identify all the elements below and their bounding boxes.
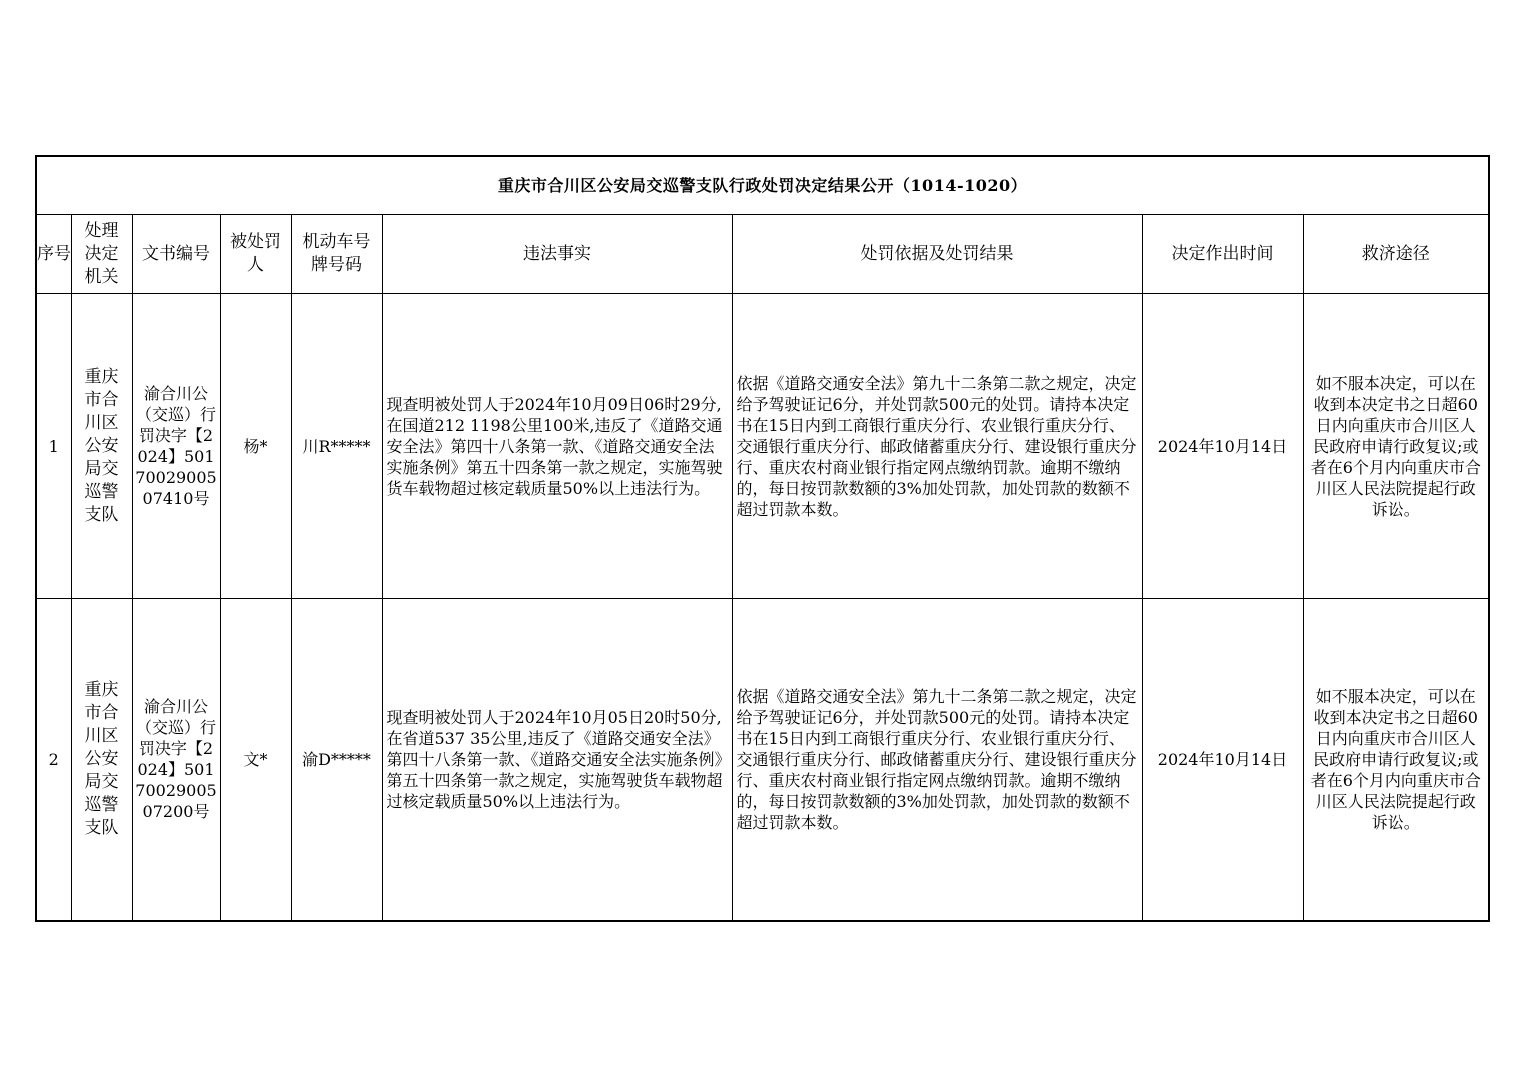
cell-person: 杨* — [220, 294, 291, 599]
penalty-disclosure-table — [35, 155, 1490, 922]
header-basis: 处罚依据及处罚结果 — [732, 215, 1142, 294]
cell-date: 2024年10月14日 — [1142, 599, 1303, 921]
cell-date: 2024年10月14日 — [1142, 294, 1303, 599]
cell-authority: 重庆市合川区公安局交巡警支队 — [71, 294, 132, 599]
cell-plate: 川R***** — [291, 294, 382, 599]
header-plate: 机动车号牌号码 — [291, 215, 382, 294]
cell-fact: 现查明被处罚人于2024年10月05日20时50分,在省道537 35公里,违反了《道路交通安全法》第四十八条第一款、《道路交通安全法实施条例》第五十四条第一款之规定，实施驾驶货车载物超过核定载质量50%以上违法行为。 — [382, 599, 732, 921]
cell-basis: 依据《道路交通安全法》第九十二条第二款之规定，决定给予驾驶证记6分，并处罚款500元的处罚。请持本决定书在15日内到工商银行重庆分行、农业银行重庆分行、交通银行重庆分行、邮政储蓄重庆分行、建设银行重庆分行、重庆农村商业银行指定网点缴纳罚款。逾期不缴纳的，每日按罚款数额的3%加处罚款，加处罚款的数额不超过罚款本数。 — [732, 599, 1142, 921]
cell-doc-no: 渝合川公（交巡）行罚决字【2024】5017002900507200号 — [132, 599, 220, 921]
cell-basis: 依据《道路交通安全法》第九十二条第二款之规定，决定给予驾驶证记6分，并处罚款500元的处罚。请持本决定书在15日内到工商银行重庆分行、农业银行重庆分行、交通银行重庆分行、邮政储蓄重庆分行、建设银行重庆分行、重庆农村商业银行指定网点缴纳罚款。逾期不缴纳的，每日按罚款数额的3%加处罚款，加处罚款的数额不超过罚款本数。 — [732, 294, 1142, 599]
page-title: 重庆市合川区公安局交巡警支队行政处罚决定结果公开（1014-1020） — [36, 156, 1489, 215]
header-row — [36, 215, 1489, 294]
header-fact: 违法事实 — [382, 215, 732, 294]
cell-fact: 现查明被处罚人于2024年10月09日06时29分,在国道212 1198公里100米,违反了《道路交通安全法》第四十八条第一款、《道路交通安全法实施条例》第五十四条第一款之规定，实施驾驶货车载物超过核定载质量50%以上违法行为。 — [382, 294, 732, 599]
cell-doc-no: 渝合川公（交巡）行罚决字【2024】5017002900507410号 — [132, 294, 220, 599]
cell-seq: 1 — [36, 294, 71, 599]
cell-plate: 渝D***** — [291, 599, 382, 921]
table-row — [36, 599, 1489, 921]
header-person: 被处罚人 — [220, 215, 291, 294]
header-seq: 序号 — [36, 215, 71, 294]
cell-seq: 2 — [36, 599, 71, 921]
cell-person: 文* — [220, 599, 291, 921]
cell-remedy: 如不服本决定，可以在收到本决定书之日超60日内向重庆市合川区人民政府申请行政复议;或者在6个月内向重庆市合川区人民法院提起行政诉讼。 — [1303, 599, 1489, 921]
cell-remedy: 如不服本决定，可以在收到本决定书之日超60日内向重庆市合川区人民政府申请行政复议;或者在6个月内向重庆市合川区人民法院提起行政诉讼。 — [1303, 294, 1489, 599]
header-doc-no: 文书编号 — [132, 215, 220, 294]
table-row — [36, 294, 1489, 599]
header-authority: 处理决定机关 — [71, 215, 132, 294]
header-date: 决定作出时间 — [1142, 215, 1303, 294]
cell-authority: 重庆市合川区公安局交巡警支队 — [71, 599, 132, 921]
header-remedy: 救济途径 — [1303, 215, 1489, 294]
